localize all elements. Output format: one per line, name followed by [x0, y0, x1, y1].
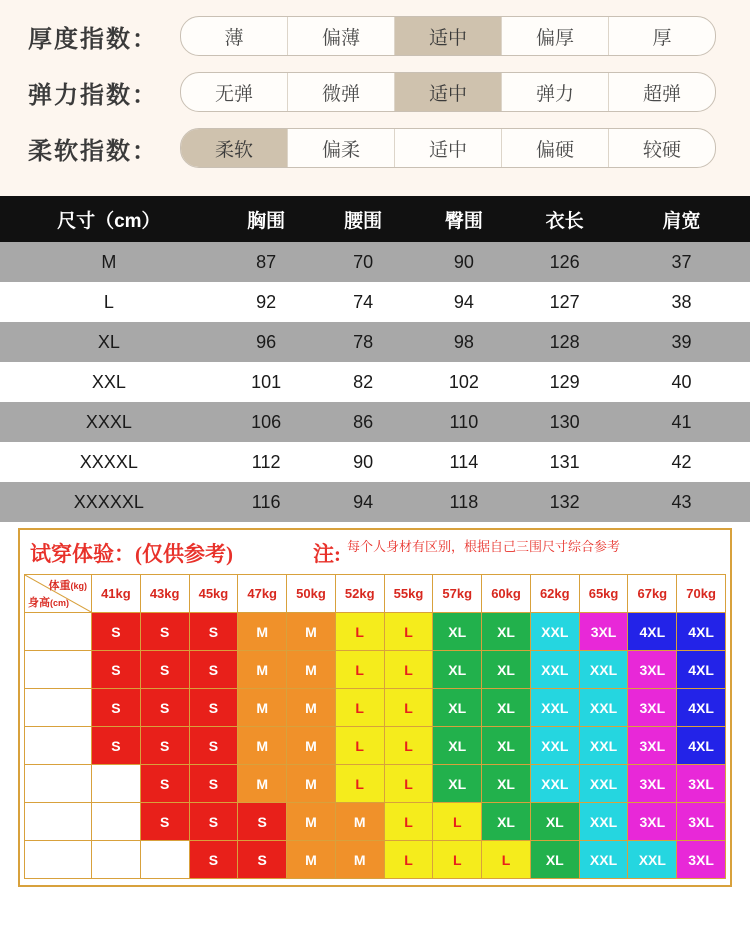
size-table-col-header-2: 腰围 — [315, 196, 412, 242]
table-row — [0, 282, 750, 322]
fit-cell-XXL: XXL — [579, 841, 628, 879]
fit-chart-note-text: 每个人身材有区别，根据自己三围尺寸综合参考 — [347, 539, 621, 554]
fit-cell-XL: XL — [482, 727, 531, 765]
fit-height-header-4: 165cm — [25, 765, 92, 803]
index-option-elasticity-2[interactable]: 适中 — [395, 73, 502, 111]
fit-cell-XL: XL — [433, 765, 482, 803]
index-option-elasticity-4[interactable]: 超弹 — [642, 83, 681, 105]
size-value-cell: 131 — [516, 442, 613, 482]
fit-cell-3XL: 3XL — [628, 689, 677, 727]
size-value-cell: 41 — [613, 402, 750, 442]
fit-cell-M: M — [238, 689, 287, 727]
size-measurement-table — [0, 196, 750, 522]
fit-cell-L: L — [384, 765, 433, 803]
size-value-cell: 90 — [412, 242, 516, 282]
fit-cell-4XL: 4XL — [677, 651, 726, 689]
fit-grid-row — [25, 651, 726, 689]
size-value-cell: 102 — [412, 362, 516, 402]
fit-cell-XL: XL — [482, 765, 531, 803]
fit-grid-row — [25, 689, 726, 727]
fit-weight-header-3: 47kg — [238, 575, 287, 613]
fit-cell-4XL: 4XL — [677, 689, 726, 727]
fit-cell-M: M — [287, 613, 336, 651]
size-value-cell: 74 — [315, 282, 412, 322]
fit-cell-L: L — [482, 841, 531, 879]
fit-cell-S: S — [140, 613, 189, 651]
table-row — [0, 242, 750, 282]
fit-weight-header-10: 65kg — [579, 575, 628, 613]
table-row — [0, 442, 750, 482]
size-value-cell: 43 — [613, 482, 750, 522]
fit-cell-L: L — [335, 727, 384, 765]
fit-cell-3XL: 3XL — [579, 613, 628, 651]
fit-cell-empty — [92, 803, 141, 841]
index-label-thickness: 厚度指数： — [28, 26, 158, 53]
size-value-cell: 70 — [315, 242, 412, 282]
fit-cell-XL: XL — [433, 651, 482, 689]
size-name-cell: XXXXL — [0, 442, 218, 482]
index-option-softness-2[interactable]: 适中 — [395, 129, 502, 167]
index-scale-softness — [180, 128, 716, 168]
table-row — [0, 362, 750, 402]
size-value-cell: 78 — [315, 322, 412, 362]
fit-cell-S: S — [92, 651, 141, 689]
fit-cell-L: L — [433, 803, 482, 841]
fit-cell-3XL: 3XL — [677, 765, 726, 803]
fit-cell-empty — [92, 841, 141, 879]
fit-weight-header-7: 57kg — [433, 575, 482, 613]
fit-cell-XXL: XXL — [530, 765, 579, 803]
fit-chart-header — [24, 534, 726, 574]
size-value-cell: 94 — [412, 282, 516, 322]
fit-cell-3XL: 3XL — [628, 727, 677, 765]
fit-cell-M: M — [238, 613, 287, 651]
fit-weight-header-9: 62kg — [530, 575, 579, 613]
fit-cell-XXL: XXL — [579, 651, 628, 689]
fit-cell-L: L — [384, 689, 433, 727]
fit-cell-XXL: XXL — [530, 651, 579, 689]
fit-cell-L: L — [335, 613, 384, 651]
fit-grid-row — [25, 841, 726, 879]
index-option-thickness-3[interactable]: 偏厚 — [502, 17, 609, 55]
index-option-softness-3[interactable]: 偏硬 — [502, 129, 609, 167]
size-value-cell: 114 — [412, 442, 516, 482]
fit-cell-S: S — [140, 689, 189, 727]
fit-cell-XL: XL — [530, 841, 579, 879]
size-value-cell: 106 — [218, 402, 315, 442]
fit-cell-S: S — [189, 613, 238, 651]
fit-cell-S: S — [189, 727, 238, 765]
fit-cell-L: L — [384, 803, 433, 841]
fit-grid-header-row — [25, 575, 726, 613]
fit-cell-L: L — [384, 841, 433, 879]
size-table-col-header-5: 肩宽 — [613, 196, 750, 242]
index-row-softness — [0, 120, 750, 176]
fit-cell-3XL: 3XL — [677, 841, 726, 879]
fit-weight-header-11: 67kg — [628, 575, 677, 613]
fit-cell-M: M — [238, 651, 287, 689]
fit-cell-S: S — [238, 841, 287, 879]
fit-cell-4XL: 4XL — [677, 613, 726, 651]
fit-chart-note-label: 注: — [313, 542, 341, 566]
size-value-cell: 94 — [315, 482, 412, 522]
fit-grid-row — [25, 765, 726, 803]
size-name-cell: L — [0, 282, 218, 322]
fit-cell-M: M — [335, 841, 384, 879]
fit-reference-chart — [18, 528, 732, 887]
size-value-cell: 92 — [218, 282, 315, 322]
fit-cell-XXL: XXL — [579, 765, 628, 803]
fit-chart-note — [313, 538, 620, 568]
fit-weight-header-8: 60kg — [482, 575, 531, 613]
fit-cell-L: L — [384, 613, 433, 651]
fit-height-header-0: 155cm — [25, 613, 92, 651]
index-row-thickness — [0, 8, 750, 64]
fit-cell-M: M — [287, 803, 336, 841]
index-option-thickness-0[interactable]: 薄 — [181, 17, 288, 55]
fit-height-header-2: 160cm — [25, 689, 92, 727]
fit-cell-L: L — [384, 651, 433, 689]
size-value-cell: 129 — [516, 362, 613, 402]
fit-height-header-1: 158cm — [25, 651, 92, 689]
index-option-elasticity-3[interactable]: 弹力 — [502, 73, 609, 111]
fit-cell-S: S — [189, 651, 238, 689]
corner-weight-label: 体重(kg) — [48, 580, 87, 592]
size-value-cell: 112 — [218, 442, 315, 482]
index-option-softness-0[interactable]: 柔软 — [181, 129, 288, 167]
index-row-elasticity — [0, 64, 750, 120]
fit-cell-M: M — [238, 765, 287, 803]
fit-grid-row — [25, 727, 726, 765]
fit-cell-S: S — [140, 651, 189, 689]
size-value-cell: 38 — [613, 282, 750, 322]
fit-cell-XL: XL — [433, 613, 482, 651]
fit-cell-3XL: 3XL — [628, 803, 677, 841]
fit-weight-header-4: 50kg — [287, 575, 336, 613]
table-row — [0, 322, 750, 362]
fit-weight-header-6: 55kg — [384, 575, 433, 613]
size-value-cell: 130 — [516, 402, 613, 442]
fit-cell-3XL: 3XL — [628, 651, 677, 689]
fit-cell-XL: XL — [433, 689, 482, 727]
size-value-cell: 101 — [218, 362, 315, 402]
fit-cell-XXL: XXL — [579, 803, 628, 841]
fit-cell-XXL: XXL — [530, 689, 579, 727]
size-table-header-row — [0, 196, 750, 242]
fit-cell-empty — [140, 841, 189, 879]
fit-grid-corner — [25, 575, 92, 613]
fit-cell-4XL: 4XL — [677, 727, 726, 765]
fit-weight-header-5: 52kg — [335, 575, 384, 613]
size-value-cell: 96 — [218, 322, 315, 362]
fit-height-header-3: 163cm — [25, 727, 92, 765]
index-option-thickness-1[interactable]: 偏薄 — [288, 17, 395, 55]
table-row — [0, 482, 750, 522]
fit-cell-XL: XL — [482, 613, 531, 651]
index-label-softness: 柔软指数： — [28, 138, 158, 165]
size-table-col-header-4: 衣长 — [516, 196, 613, 242]
fit-cell-S: S — [140, 727, 189, 765]
size-name-cell: XXXXXL — [0, 482, 218, 522]
size-value-cell: 127 — [516, 282, 613, 322]
fit-cell-M: M — [287, 841, 336, 879]
index-option-softness-1[interactable]: 偏柔 — [288, 129, 395, 167]
fit-cell-M: M — [287, 765, 336, 803]
fit-grid-row — [25, 803, 726, 841]
fit-cell-S: S — [92, 727, 141, 765]
index-option-softness-4[interactable]: 较硬 — [642, 139, 681, 161]
size-value-cell: 116 — [218, 482, 315, 522]
size-table-col-header-3: 臀围 — [412, 196, 516, 242]
fit-weight-header-2: 45kg — [189, 575, 238, 613]
size-value-cell: 42 — [613, 442, 750, 482]
fit-cell-XL: XL — [482, 651, 531, 689]
fit-cell-XXL: XXL — [579, 727, 628, 765]
fit-cell-S: S — [92, 613, 141, 651]
fit-cell-M: M — [287, 651, 336, 689]
fit-cell-S: S — [189, 689, 238, 727]
fit-cell-empty — [92, 765, 141, 803]
fit-cell-M: M — [335, 803, 384, 841]
fit-cell-S: S — [189, 765, 238, 803]
fit-cell-L: L — [384, 727, 433, 765]
fit-cell-XL: XL — [482, 689, 531, 727]
fit-weight-header-1: 43kg — [140, 575, 189, 613]
index-option-thickness-4[interactable]: 厚 — [652, 27, 672, 49]
fit-cell-M: M — [287, 689, 336, 727]
fit-cell-S: S — [189, 841, 238, 879]
size-name-cell: XL — [0, 322, 218, 362]
fit-chart-title: 试穿体验：(仅供参考) — [30, 542, 233, 566]
fit-cell-XL: XL — [433, 727, 482, 765]
size-value-cell: 90 — [315, 442, 412, 482]
corner-height-label: 身高(cm) — [28, 597, 70, 609]
fabric-indices-section — [0, 0, 750, 196]
fit-weight-header-12: 70kg — [677, 575, 726, 613]
fit-cell-XL: XL — [482, 803, 531, 841]
size-value-cell: 37 — [613, 242, 750, 282]
size-value-cell: 128 — [516, 322, 613, 362]
index-option-thickness-2[interactable]: 适中 — [395, 17, 502, 55]
fit-cell-S: S — [140, 765, 189, 803]
size-value-cell: 118 — [412, 482, 516, 522]
index-scale-elasticity — [180, 72, 716, 112]
fit-size-grid — [24, 574, 726, 879]
fit-cell-XXL: XXL — [628, 841, 677, 879]
size-value-cell: 132 — [516, 482, 613, 522]
fit-cell-XXL: XXL — [530, 613, 579, 651]
fit-cell-L: L — [335, 689, 384, 727]
fit-cell-M: M — [287, 727, 336, 765]
index-option-elasticity-0[interactable]: 无弹 — [181, 73, 288, 111]
fit-cell-S: S — [238, 803, 287, 841]
fit-cell-L: L — [335, 651, 384, 689]
index-scale-thickness — [180, 16, 716, 56]
size-value-cell: 126 — [516, 242, 613, 282]
fit-cell-L: L — [433, 841, 482, 879]
fit-cell-S: S — [92, 689, 141, 727]
fit-height-header-6: 170cm — [25, 841, 92, 879]
size-value-cell: 39 — [613, 322, 750, 362]
size-name-cell: XXL — [0, 362, 218, 402]
fit-weight-header-0: 41kg — [92, 575, 141, 613]
size-value-cell: 110 — [412, 402, 516, 442]
index-label-elasticity: 弹力指数： — [28, 82, 158, 109]
fit-cell-XXL: XXL — [530, 727, 579, 765]
size-name-cell: M — [0, 242, 218, 282]
size-value-cell: 87 — [218, 242, 315, 282]
fit-cell-XL: XL — [530, 803, 579, 841]
fit-cell-M: M — [238, 727, 287, 765]
size-value-cell: 40 — [613, 362, 750, 402]
size-value-cell: 86 — [315, 402, 412, 442]
index-option-elasticity-1[interactable]: 微弹 — [288, 73, 395, 111]
fit-cell-XXL: XXL — [579, 689, 628, 727]
size-value-cell: 98 — [412, 322, 516, 362]
fit-grid-row — [25, 613, 726, 651]
size-table-col-header-0: 尺寸（cm） — [0, 196, 218, 242]
fit-cell-S: S — [140, 803, 189, 841]
fit-cell-4XL: 4XL — [628, 613, 677, 651]
fit-cell-L: L — [335, 765, 384, 803]
fit-cell-3XL: 3XL — [677, 803, 726, 841]
table-row — [0, 402, 750, 442]
size-table-col-header-1: 胸围 — [218, 196, 315, 242]
size-name-cell: XXXL — [0, 402, 218, 442]
fit-cell-S: S — [189, 803, 238, 841]
fit-cell-3XL: 3XL — [628, 765, 677, 803]
size-value-cell: 82 — [315, 362, 412, 402]
fit-height-header-5: 168cm — [25, 803, 92, 841]
